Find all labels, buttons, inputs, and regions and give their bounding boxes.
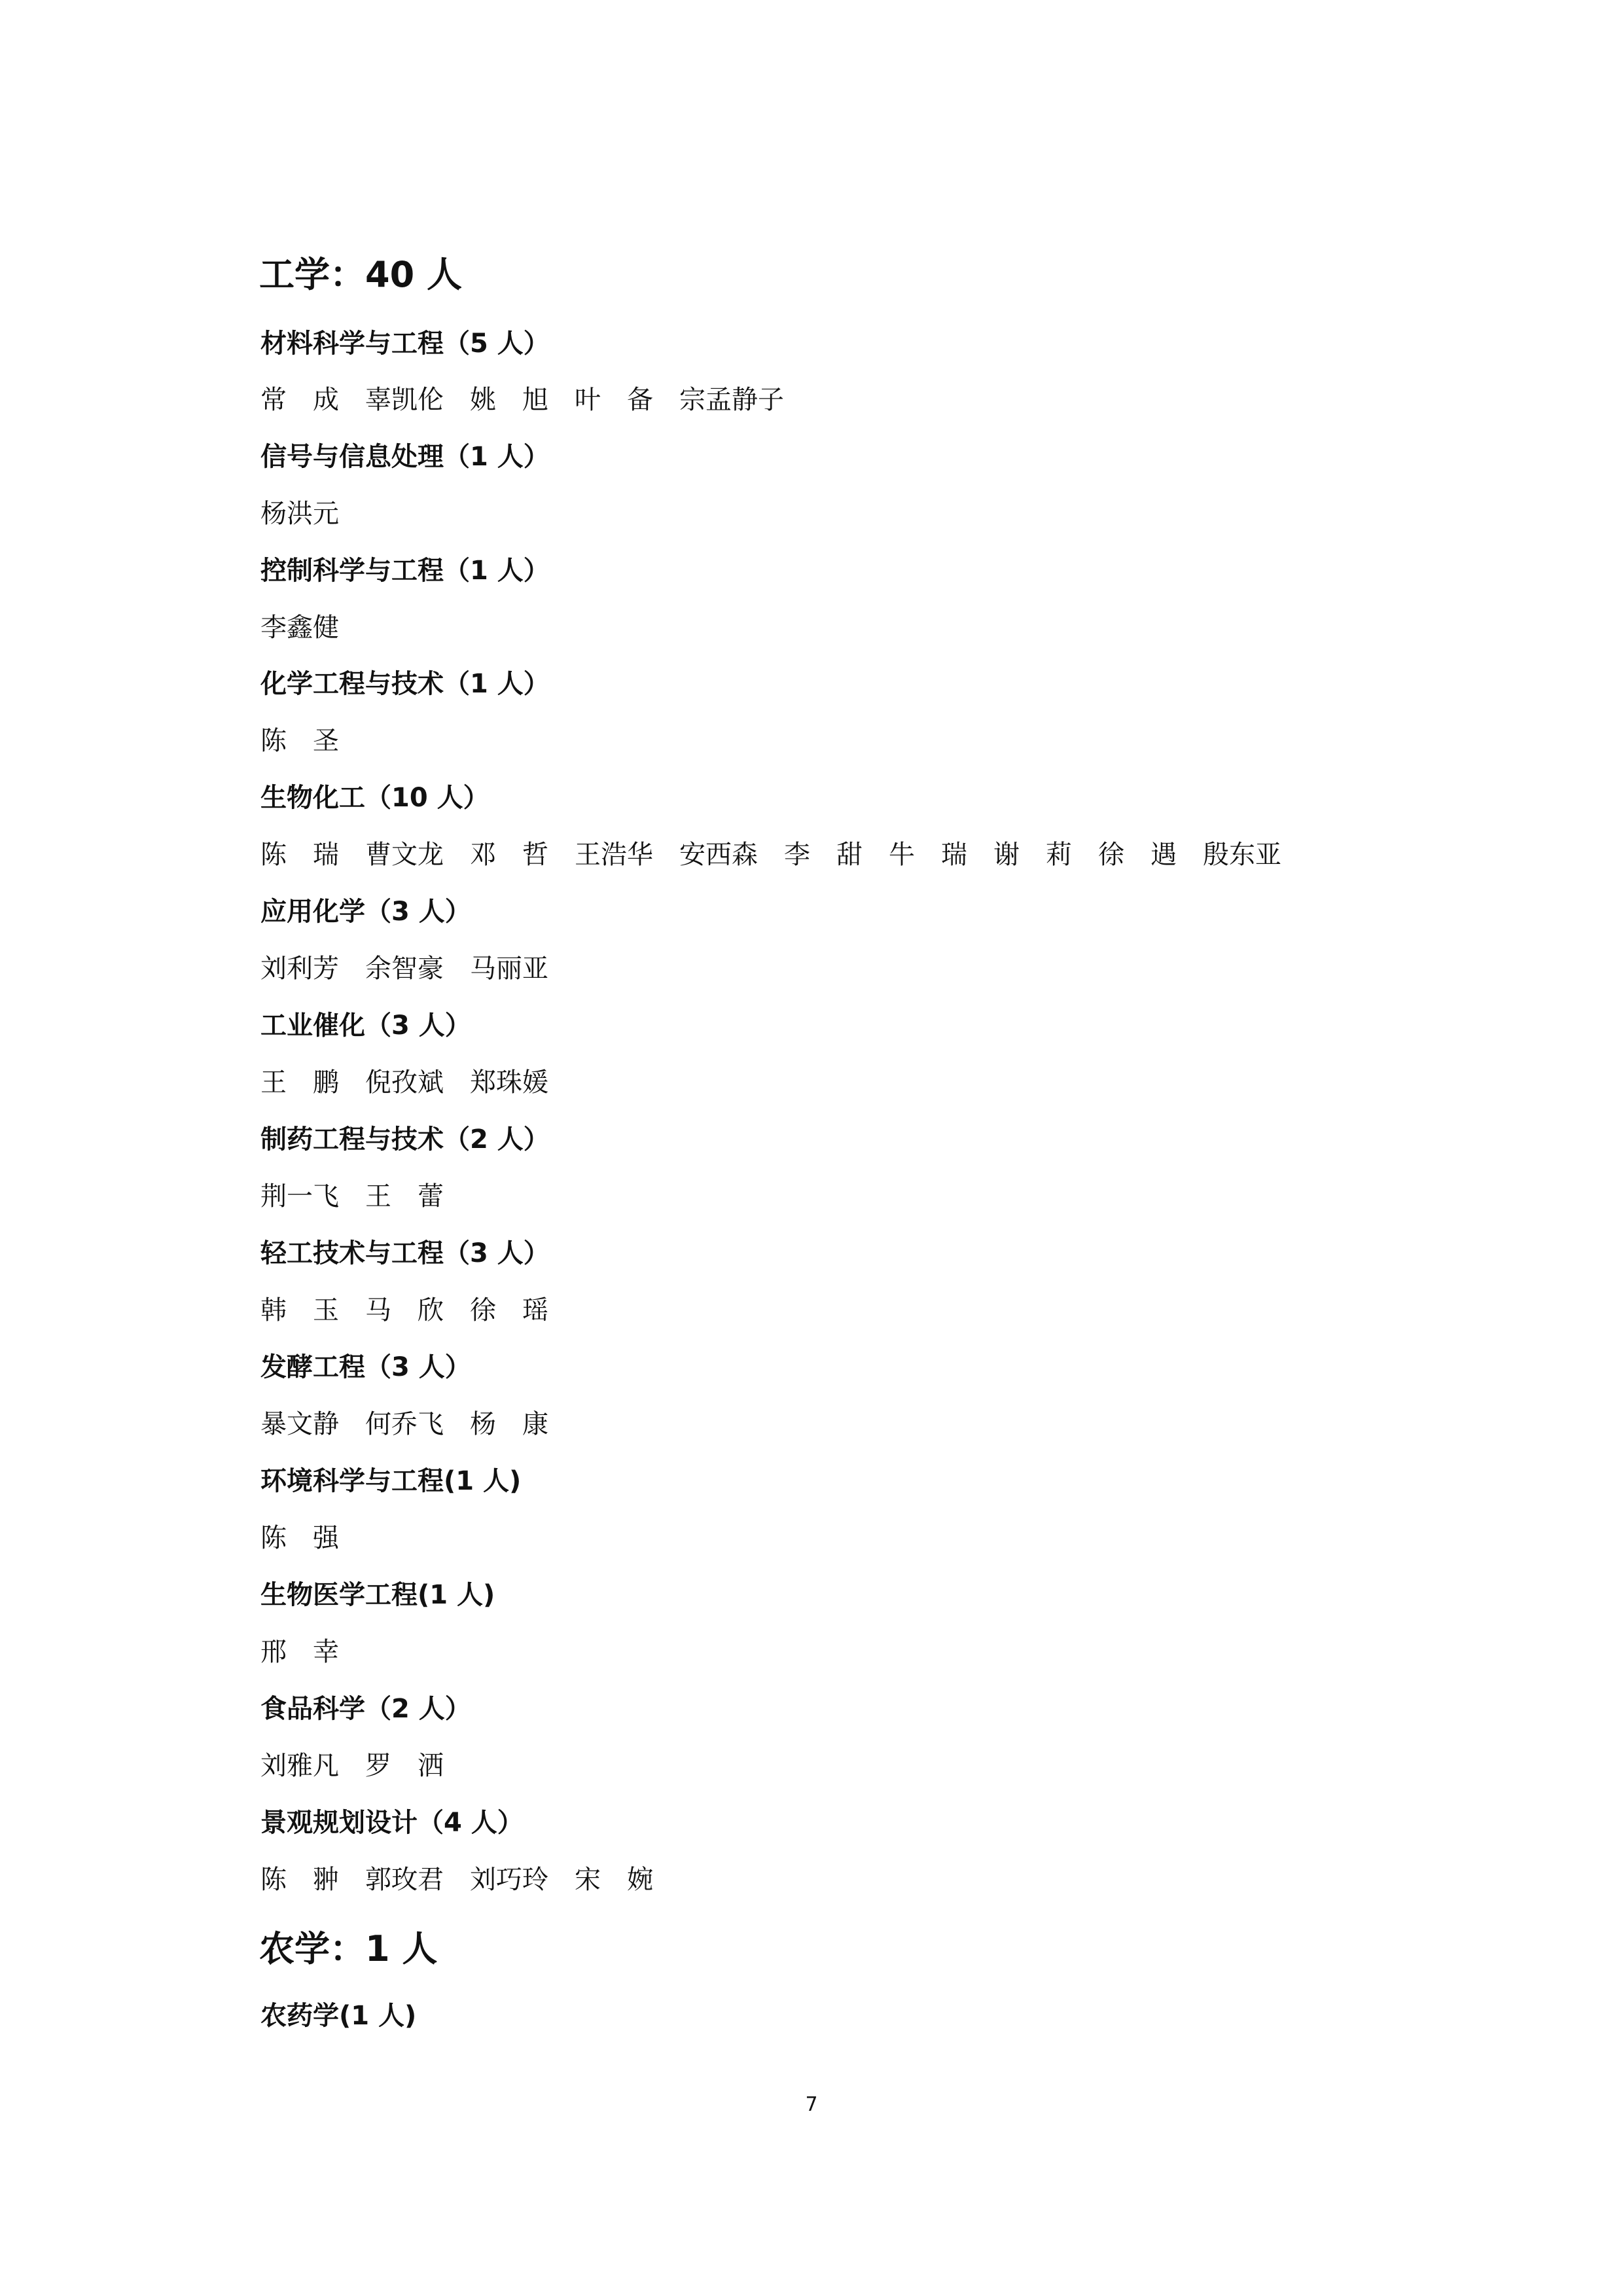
- section-title-agriculture: 农学：1 人: [259, 1928, 438, 1969]
- student-names: 邢 幸: [260, 1637, 339, 1667]
- student-names: 王 鹏 倪孜斌 郑珠媛: [260, 1067, 548, 1098]
- major-heading: 景观规划设计（4 人）: [260, 1808, 524, 1838]
- major-heading: 信号与信息处理（1 人）: [260, 442, 550, 472]
- major-heading: 控制科学与工程（1 人）: [260, 556, 550, 586]
- major-heading: 应用化学（3 人）: [260, 897, 471, 927]
- page-number: 7: [805, 2093, 818, 2116]
- student-names: 荆一飞 王 蕾: [260, 1181, 444, 1211]
- student-names: 韩 玉 马 欣 徐 瑶: [260, 1295, 548, 1325]
- major-heading: 材料科学与工程（5 人）: [260, 329, 550, 359]
- student-names: 常 成 辜凯伦 姚 旭 叶 备 宗孟静子: [260, 385, 784, 415]
- major-heading: 食品科学（2 人）: [260, 1694, 471, 1724]
- student-names: 李鑫健: [260, 613, 339, 643]
- major-heading: 环境科学与工程(1 人): [260, 1466, 522, 1496]
- student-names: 刘利芳 余智豪 马丽亚: [260, 954, 548, 984]
- student-names: 暴文静 何乔飞 杨 康: [260, 1409, 548, 1439]
- major-heading: 生物化工（10 人）: [260, 783, 490, 813]
- student-names: 刘雅凡 罗 洒: [260, 1751, 444, 1781]
- major-heading: 农药学(1 人): [260, 2001, 417, 2031]
- student-names: 陈 圣: [260, 726, 339, 756]
- major-heading: 轻工技术与工程（3 人）: [260, 1238, 550, 1268]
- student-names: 杨洪元: [260, 499, 339, 529]
- major-heading: 制药工程与技术（2 人）: [260, 1124, 550, 1155]
- major-heading: 工业催化（3 人）: [260, 1011, 471, 1041]
- section-title-engineering: 工学：40 人: [259, 254, 462, 295]
- student-names: 陈 翀 郭玫君 刘巧玲 宋 婉: [260, 1865, 653, 1895]
- student-names: 陈 瑞 曹文龙 邓 哲 王浩华 安西森 李 甜 牛 瑞 谢 莉 徐 遇 殷东亚: [260, 840, 1281, 870]
- major-heading: 化学工程与技术（1 人）: [260, 669, 550, 699]
- student-names: 陈 强: [260, 1523, 339, 1553]
- major-heading: 发酵工程（3 人）: [260, 1352, 471, 1382]
- major-heading: 生物医学工程(1 人): [260, 1580, 495, 1610]
